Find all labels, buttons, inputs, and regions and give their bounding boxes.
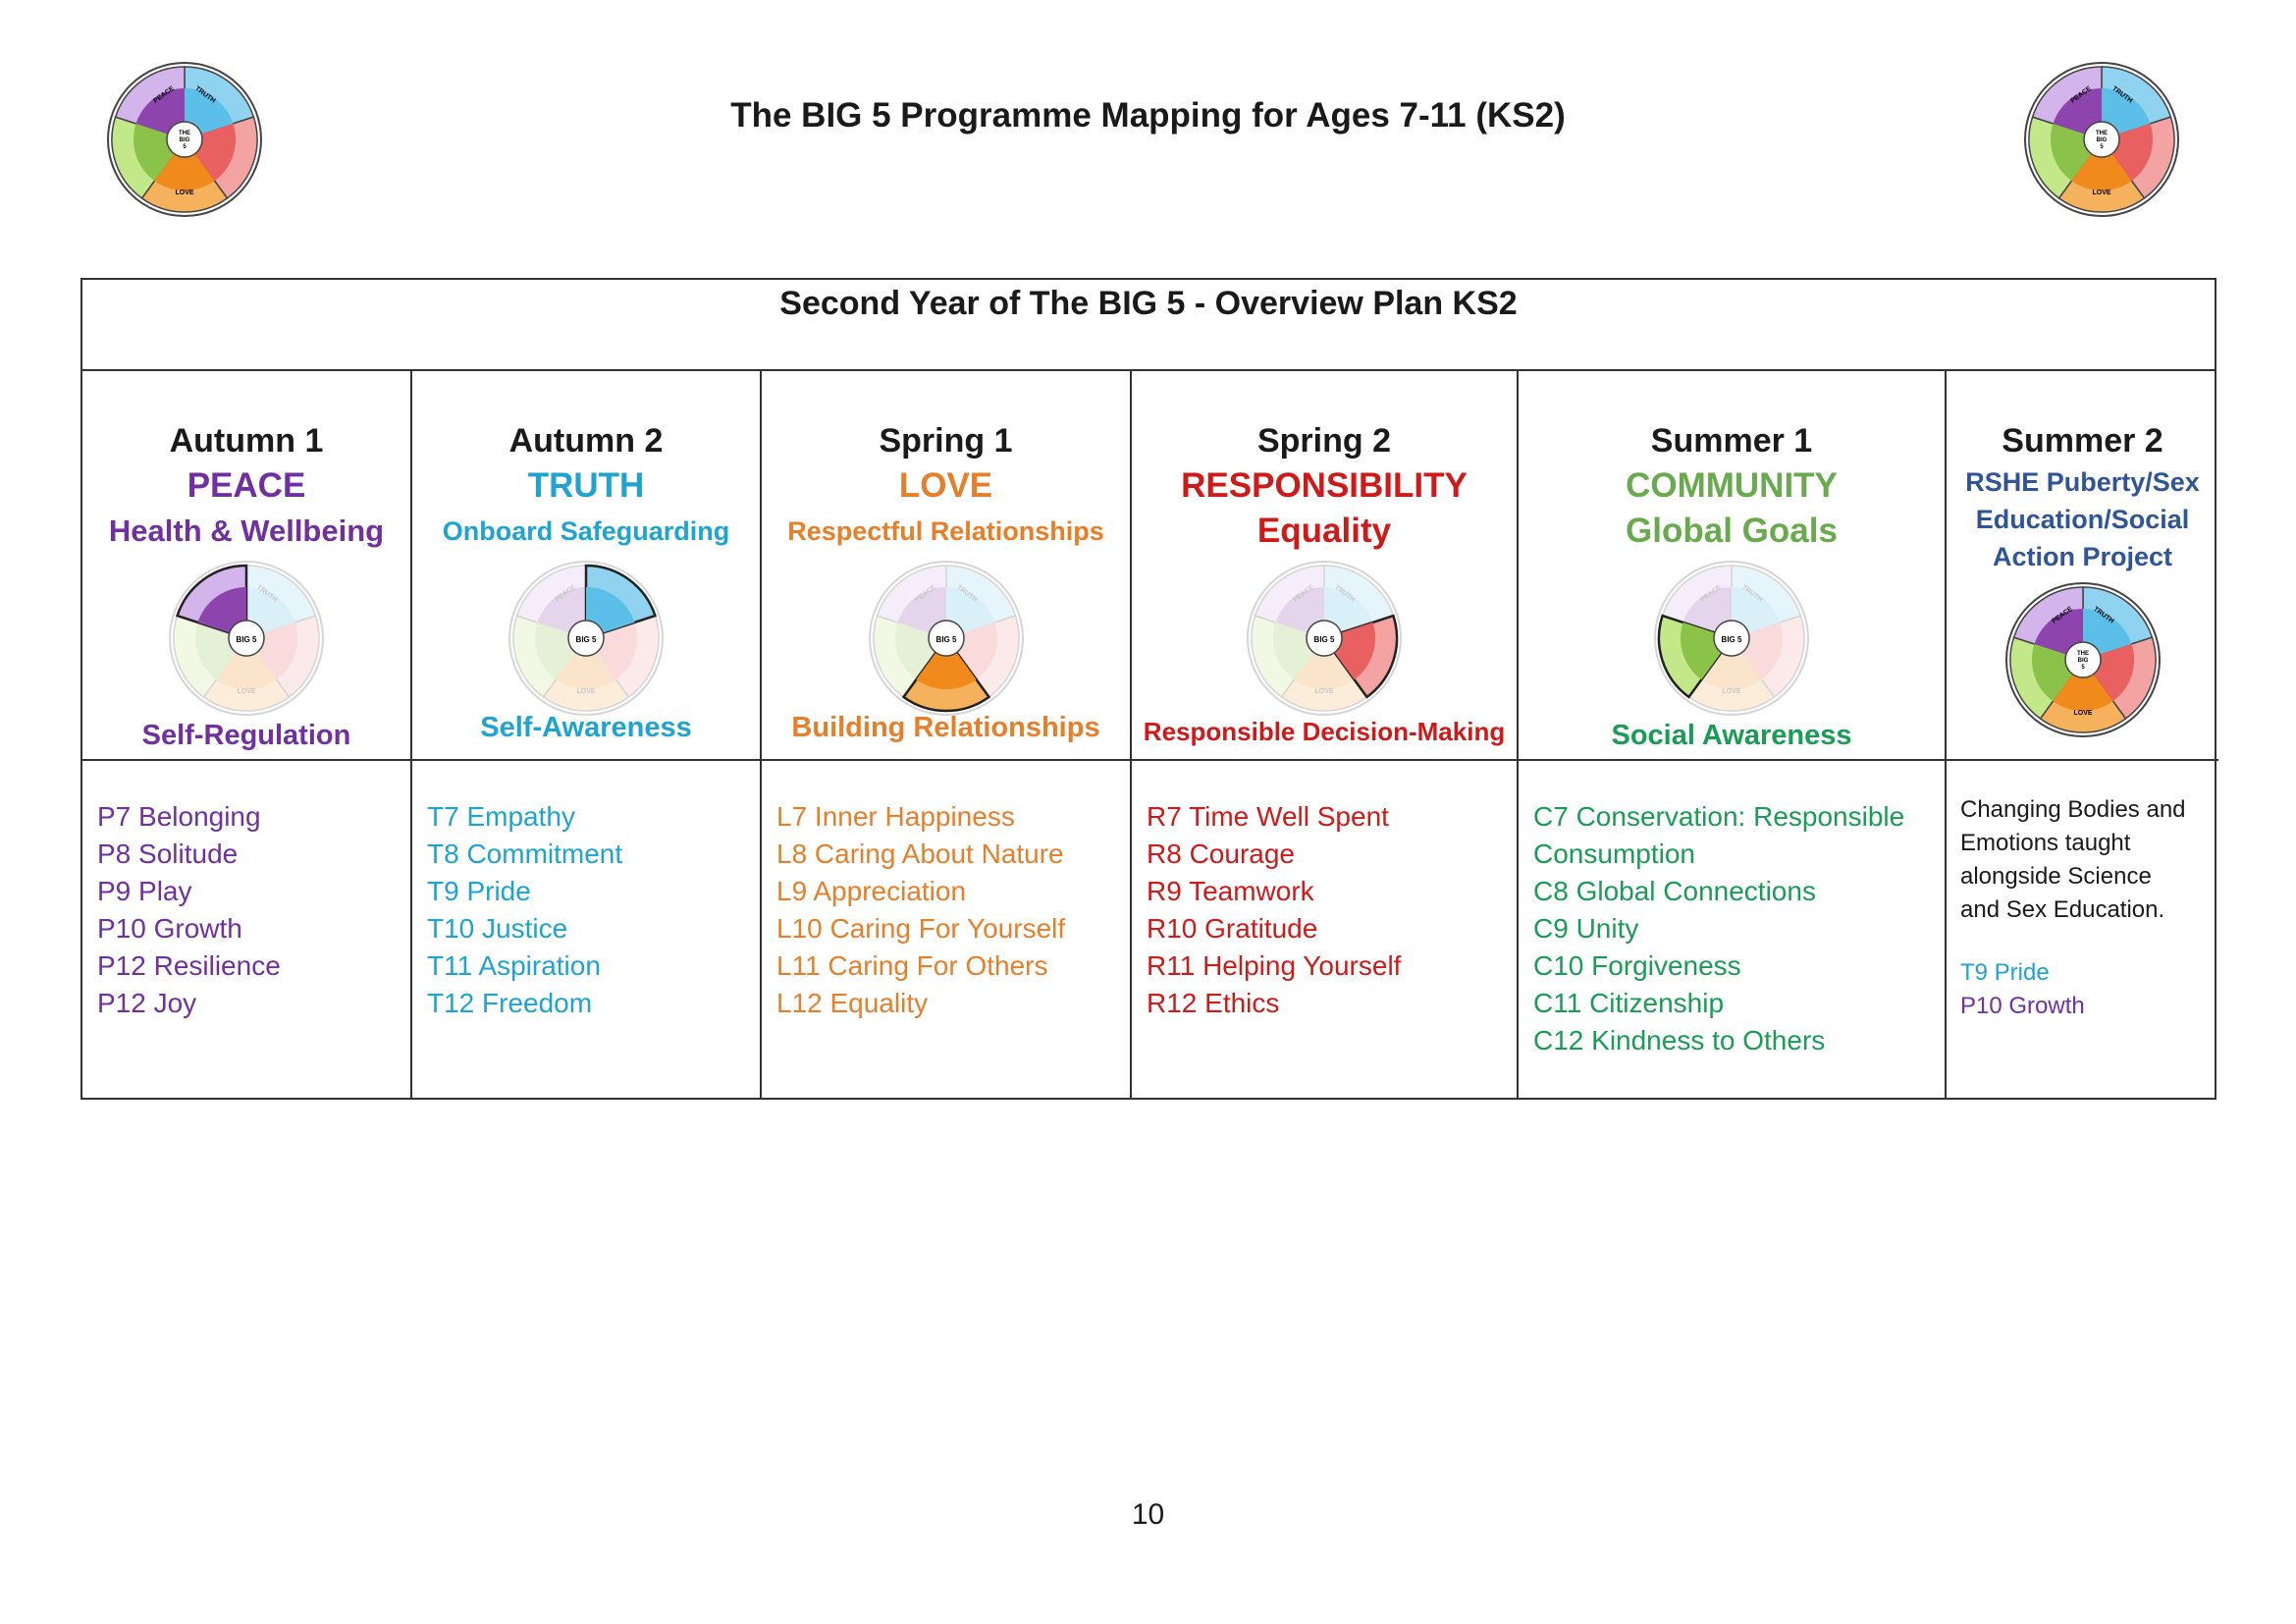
plan-header	[82, 280, 2215, 371]
column-autumn-2	[412, 371, 762, 1098]
term-label: Summer 1	[1650, 422, 1813, 460]
lesson-list	[762, 761, 1130, 1022]
svg-text:BIG 5: BIG 5	[1721, 635, 1742, 644]
skill-label: Self-Awareness	[480, 712, 692, 743]
column-spring-2	[1132, 371, 1519, 1098]
plan-title: Second Year of The BIG 5 - Overview Plan KS2	[779, 285, 1518, 322]
list-item: P7 Belonging	[97, 801, 261, 832]
skill-label: Self-Regulation	[141, 720, 351, 751]
theme-label: RESPONSIBILITY	[1181, 466, 1468, 505]
love-wheel-icon	[868, 560, 1025, 717]
column-header	[1519, 371, 1945, 761]
list-item: L10 Caring For Yourself	[776, 913, 1066, 944]
theme-label: TRUTH	[527, 466, 645, 505]
theme-subtitle: Respectful Relationships	[787, 516, 1104, 546]
list-item: C12 Kindness to Others	[1533, 1025, 1826, 1056]
svg-text:BIG 5: BIG 5	[1313, 635, 1335, 644]
list-item: R10 Gratitude	[1147, 913, 1318, 944]
list-item: T8 Commitment	[427, 839, 623, 869]
responsibility-wheel-icon	[1246, 560, 1403, 717]
svg-text:BIG 5: BIG 5	[935, 635, 956, 644]
lesson-list	[82, 761, 410, 1022]
list-item: C8 Global Connections	[1533, 876, 1816, 906]
note-line: and Sex Education.	[1960, 896, 2165, 923]
note-text	[1960, 793, 2218, 927]
truth-wheel-icon	[507, 560, 665, 717]
big5-logo-right	[2023, 61, 2180, 218]
theme-subtitle: Global Goals	[1626, 512, 1838, 550]
column-spring-1	[762, 371, 1132, 1098]
big5-logo-left	[106, 61, 263, 218]
list-item: P12 Joy	[97, 988, 197, 1018]
column-header	[1132, 371, 1517, 761]
theme-label: LOVE	[898, 466, 993, 505]
list-item: T10 Justice	[427, 913, 568, 944]
theme-subtitle: Onboard Safeguarding	[442, 516, 730, 546]
list-item: T7 Empathy	[427, 801, 575, 832]
list-item: C10 Forgiveness	[1533, 950, 1741, 981]
theme-subtitle: Health & Wellbeing	[108, 514, 385, 548]
theme-label: PEACE	[187, 466, 306, 505]
note-line: Emotions taught	[1960, 830, 2131, 856]
list-item: C7 Conservation: Responsible	[1533, 801, 1905, 832]
list-item: T9 Pride	[427, 876, 531, 906]
theme-label: COMMUNITY	[1626, 466, 1838, 505]
big5-wheel-icon	[106, 61, 263, 218]
community-wheel-icon	[1653, 560, 1810, 717]
list-item: L9 Appreciation	[776, 876, 967, 906]
column-header	[412, 371, 760, 761]
list-item: P12 Resilience	[97, 950, 281, 981]
theme-subtitle-line: Action Project	[1992, 542, 2173, 571]
column-summer-1	[1519, 371, 1947, 1098]
list-item: L11 Caring For Others	[776, 950, 1048, 981]
lesson-list	[412, 761, 760, 1022]
list-item: R9 Teamwork	[1147, 876, 1314, 906]
skill-label: Social Awareness	[1611, 720, 1852, 751]
peace-wheel-icon	[168, 560, 325, 717]
column-summer-2	[1947, 371, 2218, 1098]
term-label: Spring 2	[1256, 422, 1392, 460]
list-item: P8 Solitude	[97, 839, 239, 869]
list-item: T12 Freedom	[427, 988, 593, 1018]
svg-text:BIG 5: BIG 5	[575, 635, 597, 644]
list-item: P9 Play	[97, 876, 192, 906]
note-line: alongside Science	[1960, 863, 2152, 890]
lesson-list	[1132, 761, 1517, 1022]
list-item: P10 Growth	[97, 913, 242, 944]
list-item: R12 Ethics	[1147, 988, 1280, 1018]
list-item: C11 Citizenship	[1533, 988, 1725, 1018]
column-header	[1947, 371, 2218, 761]
skill-label: Building Relationships	[791, 712, 1100, 743]
svg-text:BIG 5: BIG 5	[236, 635, 257, 644]
list-item: T9 Pride	[1960, 959, 2050, 986]
overview-plan-table	[80, 278, 2216, 1100]
lesson-list	[1519, 761, 1945, 1059]
list-item: T11 Aspiration	[427, 950, 601, 981]
note-line: Changing Bodies and	[1960, 796, 2186, 823]
theme-subtitle: Equality	[1256, 512, 1392, 550]
big5-wheel-icon	[2004, 581, 2162, 738]
column-autumn-1	[82, 371, 412, 1098]
list-item: R11 Helping Yourself	[1147, 950, 1402, 981]
big5-wheel-icon	[2023, 61, 2180, 218]
list-item: L8 Caring About Nature	[776, 839, 1064, 869]
theme-subtitle-line: Education/Social	[1975, 505, 2190, 534]
list-item: P10 Growth	[1960, 993, 2085, 1019]
skill-label: Responsible Decision-Making	[1143, 717, 1506, 746]
term-label: Summer 2	[2002, 422, 2163, 460]
term-label: Spring 1	[879, 422, 1013, 460]
term-label: Autumn 1	[169, 422, 324, 460]
list-item: R7 Time Well Spent	[1147, 801, 1389, 832]
lesson-list	[1947, 761, 2218, 1023]
column-header	[82, 371, 410, 761]
list-item: L12 Equality	[776, 988, 929, 1018]
page-number: 10	[1131, 1498, 1165, 1531]
list-item: C9 Unity	[1533, 913, 1639, 944]
theme-subtitle-line: RSHE Puberty/Sex	[1965, 467, 2200, 497]
list-item: L7 Inner Happiness	[776, 801, 1015, 832]
document-title: The BIG 5 Programme Mapping for Ages 7-11 (KS2)	[730, 96, 1566, 135]
term-label: Autumn 2	[508, 422, 664, 460]
list-item: R8 Courage	[1147, 839, 1295, 869]
column-header	[762, 371, 1130, 761]
list-item: Consumption	[1533, 839, 1695, 869]
